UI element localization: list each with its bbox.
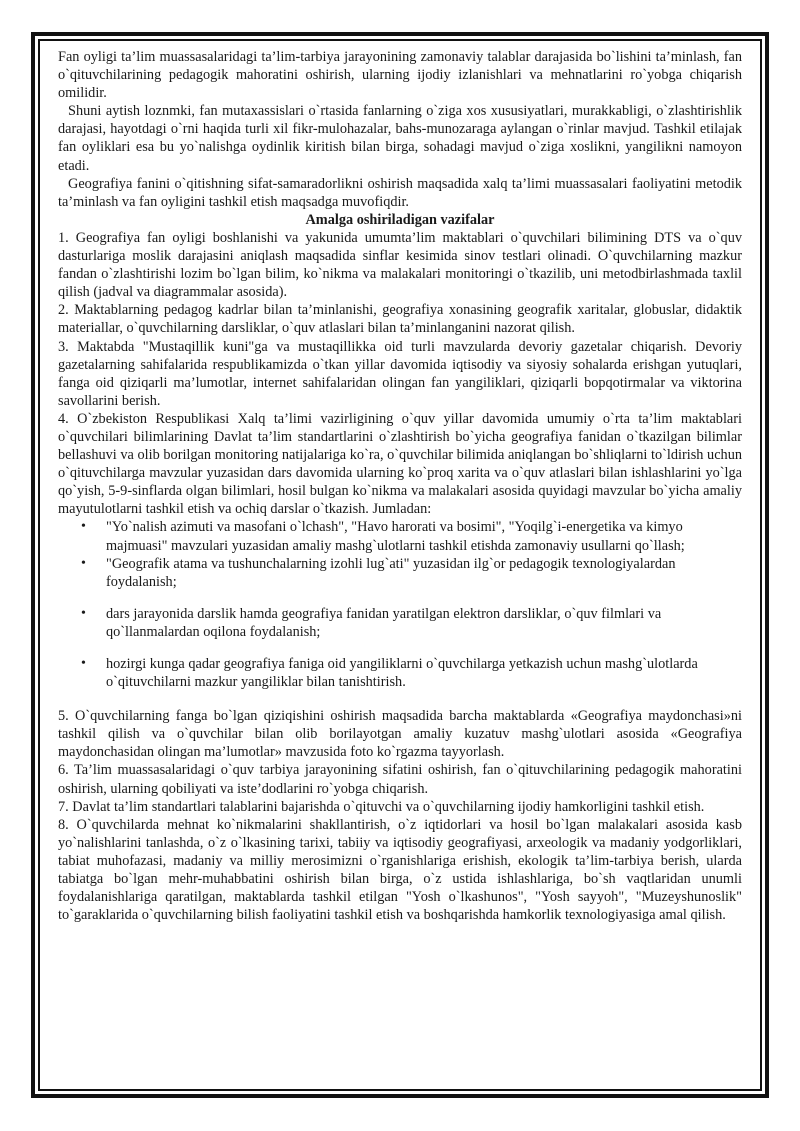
task-item-2: 2. Maktablarning pedagog kadrlar bilan ta’minlanishi, geografiya xonasining geografik xaritalar, globuslar, didaktik materiallar, o`quvchilarning darsliklar, o`quv atlaslari bilan ta’minlanganini nazorat qilish. <box>58 302 742 337</box>
bullet-list <box>58 518 742 691</box>
bullet-text-4: hozirgi kunga qadar geografiya faniga oid yangiliklarni o`quvchilarga yetkazish uchun mashg`ulotlarda o`qituvchilarni mazkur yangiliklar bilan tanishtirish. <box>106 656 698 691</box>
task-item-4: 4. O`zbekiston Respublikasi Xalq ta’limi vazirligining o`quv yillar davomida umumiy o`rta ta’lim maktablari o`quvchilari bilimlarining Davlat ta’lim standartlarini o`zlashtirish bo`yicha geografiya fanidan o`tkazilgan bilimlar bellashuvi va olib borilgan monitoring natijalariga ko`ra, o`quvchilar bilimida aniqlangan bo`shliqlarni to`ldirish uchun o`qituvchilarga mavzular yuzasidan dars davomida ularning ko`proq xarita va o`quv atlaslari bilan ishlashlarini yo`lga qo`yish, 5-9-sinflarda olgan bilimlari, hosil bulgan ko`nikma va malakalari asosida quyidagi mavzular bo`yicha amaliy mayutulotlarni tashkil etish va ochiq darslar o`tkazish. Jumladan: <box>58 410 742 518</box>
intro-paragraph-2: Shuni aytish loznmki, fan mutaxassislari o`rtasida fanlarning o`ziga xos xususiyatlari, murakkabligi, o`zlashtirishlik darajasi, hayotdagi o`rni haqida turli xil fikr-mulohazalar, bahs-munozaraga aylangan o`rinlar mavjud. Tashkil etilajak fan oyliklari esa bu yo`nalishga oydinlik kiritish bilan birga, sohadagi mavjud o`ziga xoslikni, yangilikni namoyon etadi. <box>58 103 742 174</box>
intro-paragraph-3: Geografiya fanini o`qitishning sifat-samaradorlikni oshirish maqsadida xalq ta’limi muassasalari faoliyatini metodik ta’minlash va fan oyligini tashkil etish maqsadga muvofiqdir. <box>58 175 742 210</box>
intro-paragraph-1: Fan oyligi ta’lim muassasalaridagi ta’lim-tarbiya jarayonining zamonaviy talablar darajasida bo`lishini ta’minlash, fan o`qituvchilarining pedagogik mahoratini oshirish, ularning ijodiy izlanishlari va mehnatlarini ro`yobga chiqarish omilidir. <box>58 49 742 102</box>
bullet-icon: • <box>81 555 86 571</box>
bullet-item-2 <box>81 555 742 591</box>
task-item-6: 6. Ta’lim muassasalaridagi o`quv tarbiya jarayonining sifatini oshirish, fan o`qituvchilarining pedagogik mahoratini oshirish, ularning qobiliyati va iste’dodlarini ro`yobga chiqarish. <box>58 762 742 797</box>
section-heading: Amalga oshiriladigan vazifalar <box>305 211 495 228</box>
task-item-3: 3. Maktabda "Mustaqillik kuni"ga va mustaqillikka oid turli mavzularda devoriy gazetalar chiqarish. Devoriy gazetalarning sahifalarida respublikamizda o`tkan yillar davomida iqtisodiy va siyosiy sohalarda erishgan yutuqlari, fanga oid qiziqarli ma’lumotlar, internet sahifalaridan olingan fan yangiliklari, qiziqarli bopqotirmalar va viktorina savollarini berish. <box>58 338 742 409</box>
bullet-item-3 <box>81 605 742 641</box>
task-item-7: 7. Davlat ta’lim standartlari talablarini bajarishda o`qituvchi va o`quvchilarning ijodiy hamkorligini tashkil etish. <box>58 798 705 815</box>
task-item-8: 8. O`quvchilarda mehnat ko`nikmalarini shakllantirish, o`z iqtidorlari va hosil bo`lgan malakalari asosida kasb yo`nalishlarini tanlashda, o`z o`lkasining tarixi, tabiiy va iqtisodiy geografiyasi, arxeologik va madaniy yodgorliklari, tabiat muhofazasi, madaniy va milliy merosimizni o`rganishlariga erishish, ekologik ta’lim-tarbiya berish, ularda tabiatga bo`lgan mehr-muhabbatini oshirish bilan birga, o`z ustida ishlashlariga, bo`sh vaqtlaridan unumli foydalanishlariga qaratilgan, maktablarda tashkil etilgan "Yosh o`lkashunos", "Yosh sayyoh", "Muzeyshunoslik" to`garaklarida o`quvchilarning bilish faoliyatini tashkil etish va boshqarishda hamkorlik texnologiyasiga amal qilish. <box>58 816 742 924</box>
task-item-5: 5. O`quvchilarning fanga bo`lgan qiziqishini oshirish maqsadida barcha maktablarda «Geografiya maydonchasi»ni tashkil qilish va o`quvchilar bilan olib borilayotgan amaliy kuzatuv mashg`ulotlari asosida «Geografiya maydonchasidan olingan ma’lumotlar» mavzusida foto ko`rgazma tayyorlash. <box>58 708 742 761</box>
bullet-text-3: dars jarayonida darslik hamda geografiya fanidan yaratilgan elektron darsliklar, o`quv filmlari va qo`llanmalardan oqilona foydalanish; <box>106 605 662 640</box>
bullet-icon: • <box>81 519 86 535</box>
bullet-item-4 <box>81 655 742 691</box>
bullet-icon: • <box>81 656 86 671</box>
bullet-item-1 <box>81 518 742 554</box>
bullet-text-2: "Geografik atama va tushunchalarning izohli lug`ati" yuzasidan ilg`or pedagogik texnologiyalardan foydalanish; <box>106 555 676 590</box>
task-item-1: 1. Geografiya fan oyligi boshlanishi va yakunida umumta’lim maktablari o`quvchilari bilimining DTS va o`quv dasturlariga moslik darajasini aniqlash maqsadida sinflar kesimida sinov testlari olinadi. O`quvchilarning mazkur fandan o`zlashtirishi lozim bo`lgan bilim, ko`nikma va malakalari monitoringi o`tkazilib, uni metodbirlashmada taxlil qilish (jadval va diagrammalar asosida). <box>58 229 742 301</box>
document-body <box>58 48 742 924</box>
bullet-text-1: "Yo`nalish azimuti va masofani o`lchash", "Havo harorati va bosimi", "Yoqilg`i-energetika va kimyo majmuasi" mavzulari yuzasidan amaliy mashg`ulotlarni tashkil etishda zamonaviy usullarni qo`llash; <box>106 519 685 554</box>
bullet-icon: • <box>81 605 86 621</box>
